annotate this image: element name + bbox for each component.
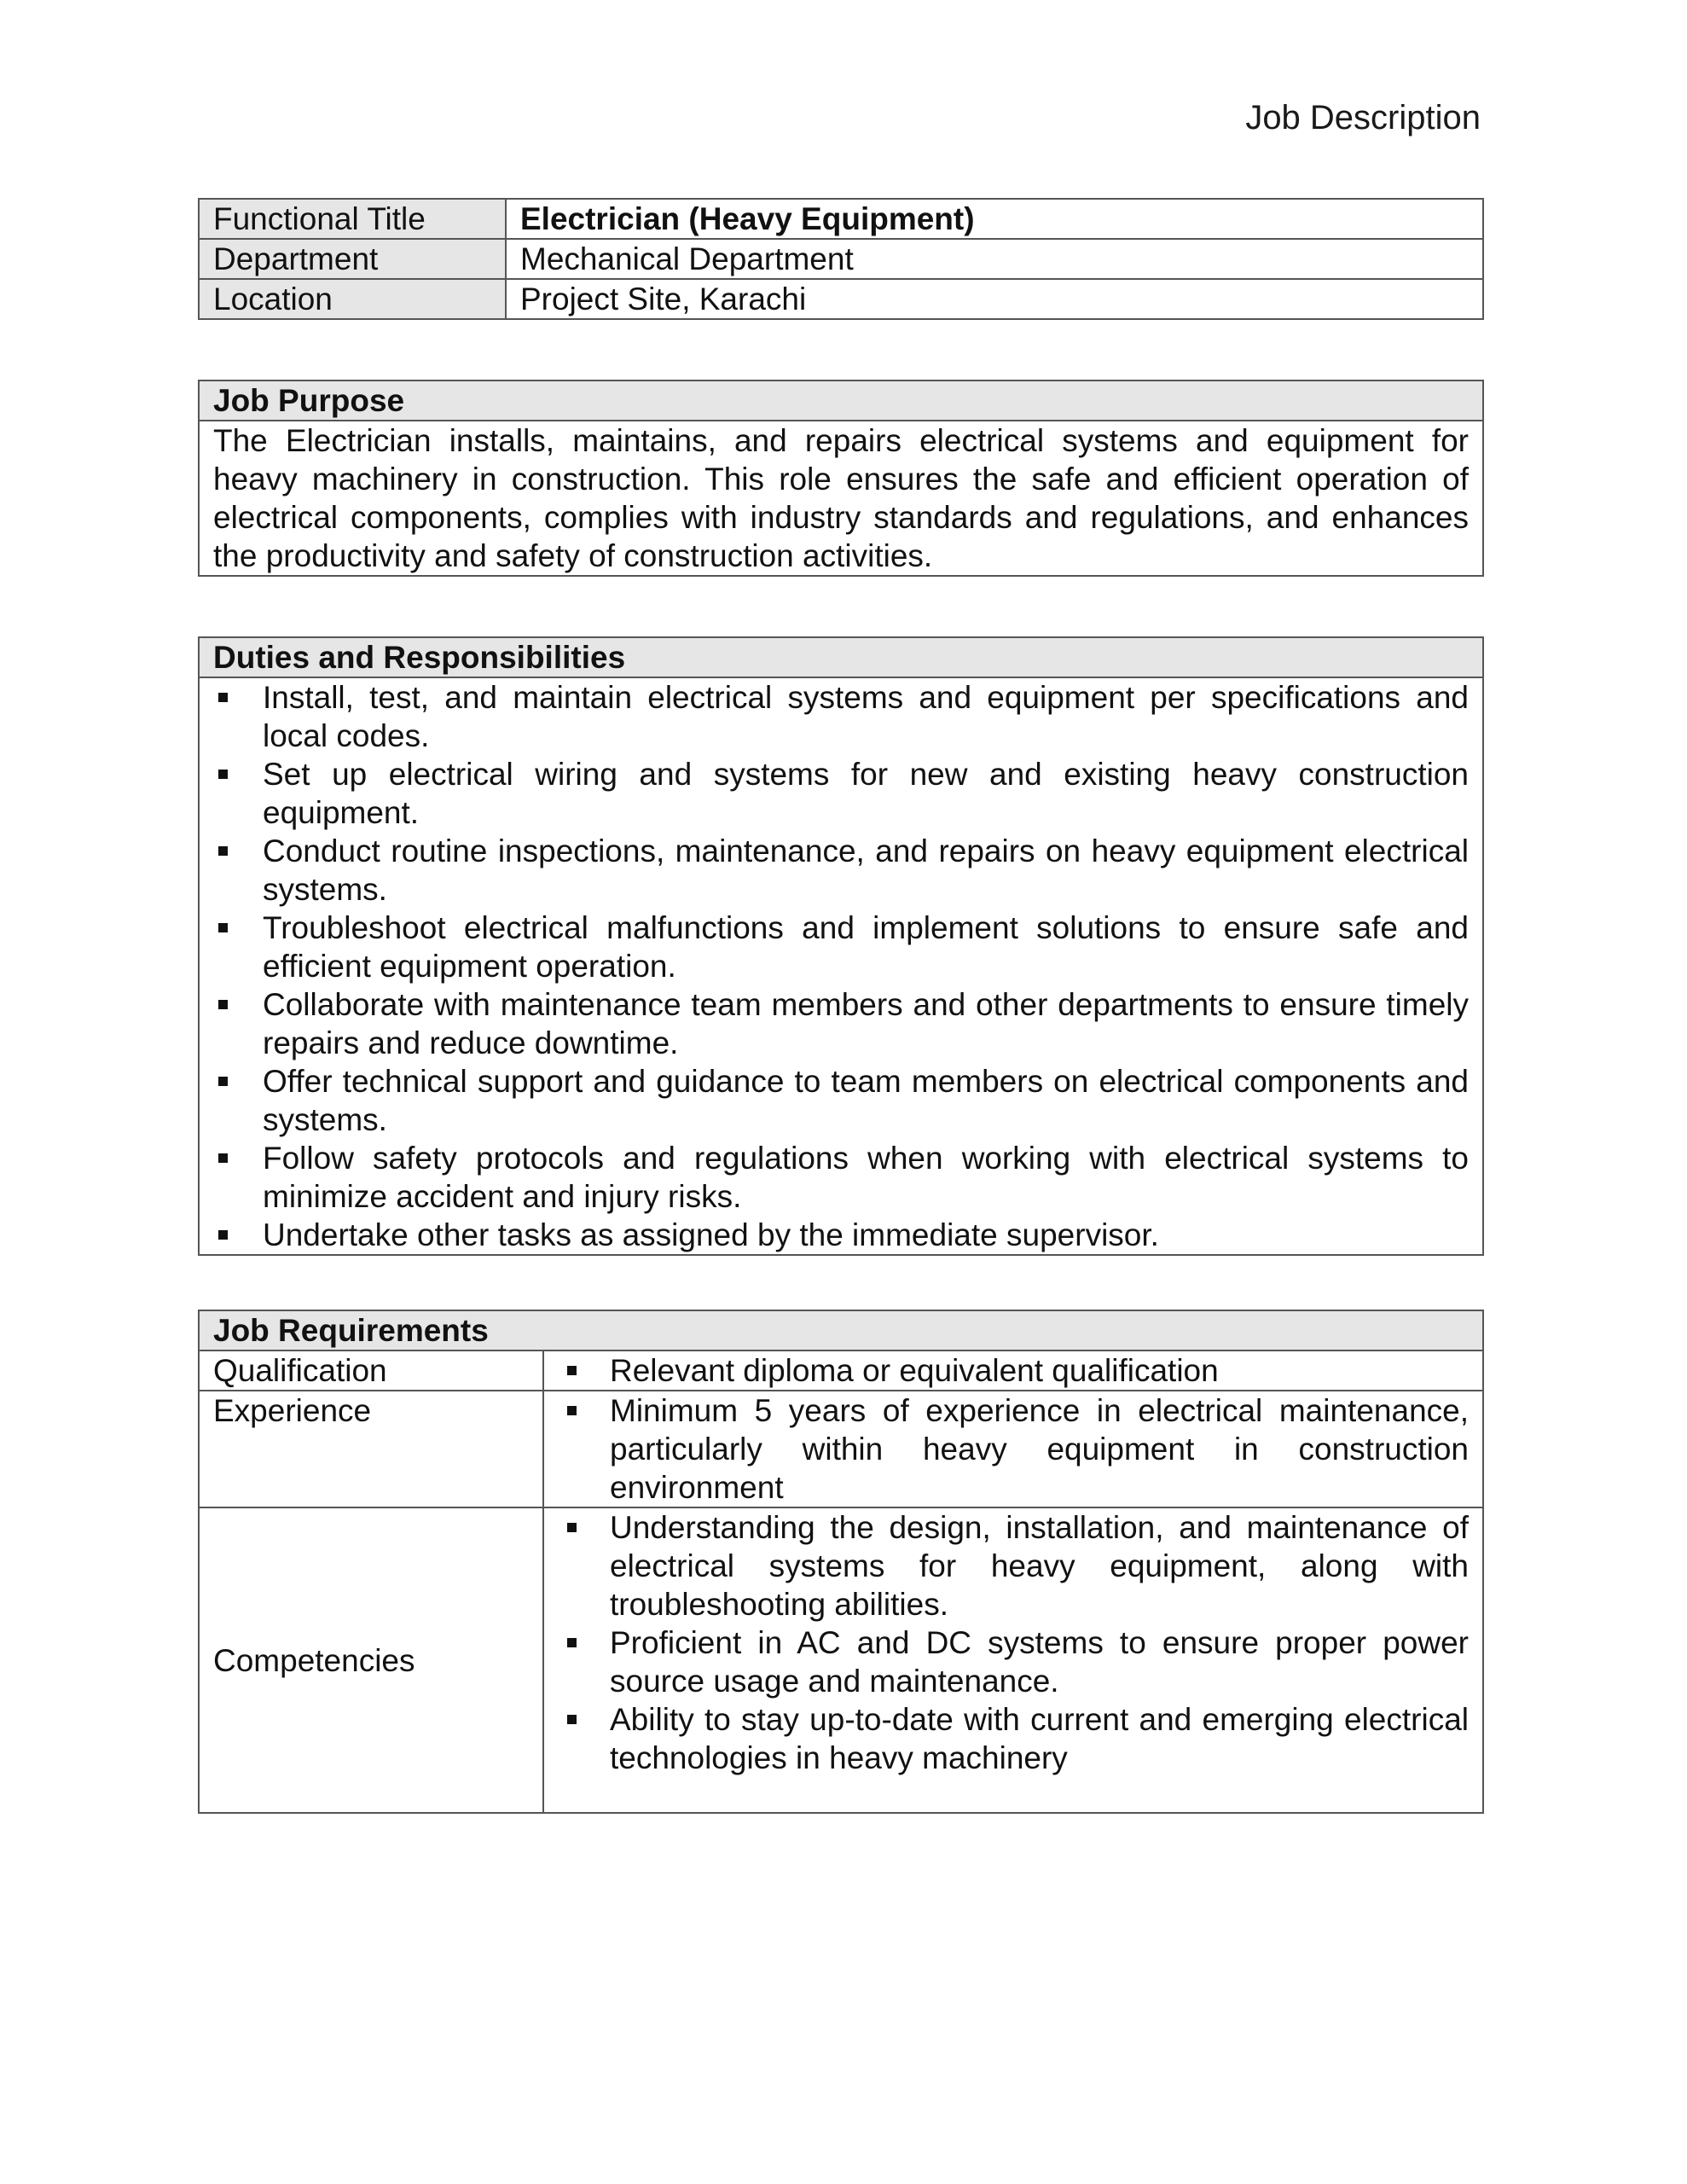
department-value: Mechanical Department — [506, 239, 1483, 279]
job-info-table — [198, 198, 1484, 320]
competencies-row — [199, 1507, 1483, 1813]
duties-list — [213, 678, 1469, 1254]
list-item: Undertake other tasks as assigned by the immediate supervisor. — [213, 1216, 1469, 1254]
competencies-cell — [543, 1507, 1483, 1813]
list-item: Minimum 5 years of experience in electrical maintenance, particularly within heavy equipment in construction environment — [558, 1391, 1469, 1507]
list-item: Understanding the design, installation, and maintenance of electrical systems for heavy equipment, along with troubleshooting abilities. — [558, 1508, 1469, 1623]
list-item: Conduct routine inspections, maintenance, and repairs on heavy equipment electrical systems. — [213, 832, 1469, 909]
functional-title-value: Electrician (Heavy Equipment) — [506, 199, 1483, 239]
list-item: Ability to stay up-to-date with current and emerging electrical technologies in heavy machinery — [558, 1700, 1469, 1777]
requirements-table — [198, 1310, 1484, 1814]
list-item: Offer technical support and guidance to team members on electrical components and systems. — [213, 1062, 1469, 1139]
list-item: Follow safety protocols and regulations when working with electrical systems to minimize accident and injury risks. — [213, 1139, 1469, 1216]
info-row-department — [199, 239, 1483, 279]
department-label: Department — [199, 239, 506, 279]
location-label: Location — [199, 279, 506, 319]
list-item: Troubleshoot electrical malfunctions and implement solutions to ensure safe and efficient equipment operation. — [213, 909, 1469, 985]
list-item: Set up electrical wiring and systems for new and existing heavy construction equipment. — [213, 755, 1469, 832]
competencies-label: Competencies — [199, 1507, 543, 1813]
duties-table — [198, 636, 1484, 1256]
location-value: Project Site, Karachi — [506, 279, 1483, 319]
info-row-title — [199, 199, 1483, 239]
experience-cell — [543, 1391, 1483, 1507]
job-purpose-heading: Job Purpose — [199, 380, 1483, 421]
duties-cell — [199, 677, 1483, 1255]
list-item: Install, test, and maintain electrical systems and equipment per specifications and local codes. — [213, 678, 1469, 755]
qualification-label: Qualification — [199, 1350, 543, 1391]
duties-heading: Duties and Responsibilities — [199, 637, 1483, 677]
list-item: Proficient in AC and DC systems to ensure proper power source usage and maintenance. — [558, 1623, 1469, 1700]
list-item: Collaborate with maintenance team members and other departments to ensure timely repairs and reduce downtime. — [213, 985, 1469, 1062]
requirements-heading: Job Requirements — [199, 1310, 1483, 1350]
qualification-cell — [543, 1350, 1483, 1391]
qualification-row — [199, 1350, 1483, 1391]
info-row-location — [199, 279, 1483, 319]
list-item: Relevant diploma or equivalent qualification — [558, 1351, 1469, 1390]
job-purpose-table — [198, 380, 1484, 577]
job-purpose-text: The Electrician installs, maintains, and repairs electrical systems and equipment for heavy machinery in construction. This role ensures the safe and efficient operation of electrical components, complies with industry standards and regulations, and enhances the productivity and safety of construction activities. — [199, 421, 1483, 576]
experience-row — [199, 1391, 1483, 1507]
experience-label: Experience — [199, 1391, 543, 1507]
document-header: Job Description — [1245, 99, 1481, 136]
functional-title-label: Functional Title — [199, 199, 506, 239]
